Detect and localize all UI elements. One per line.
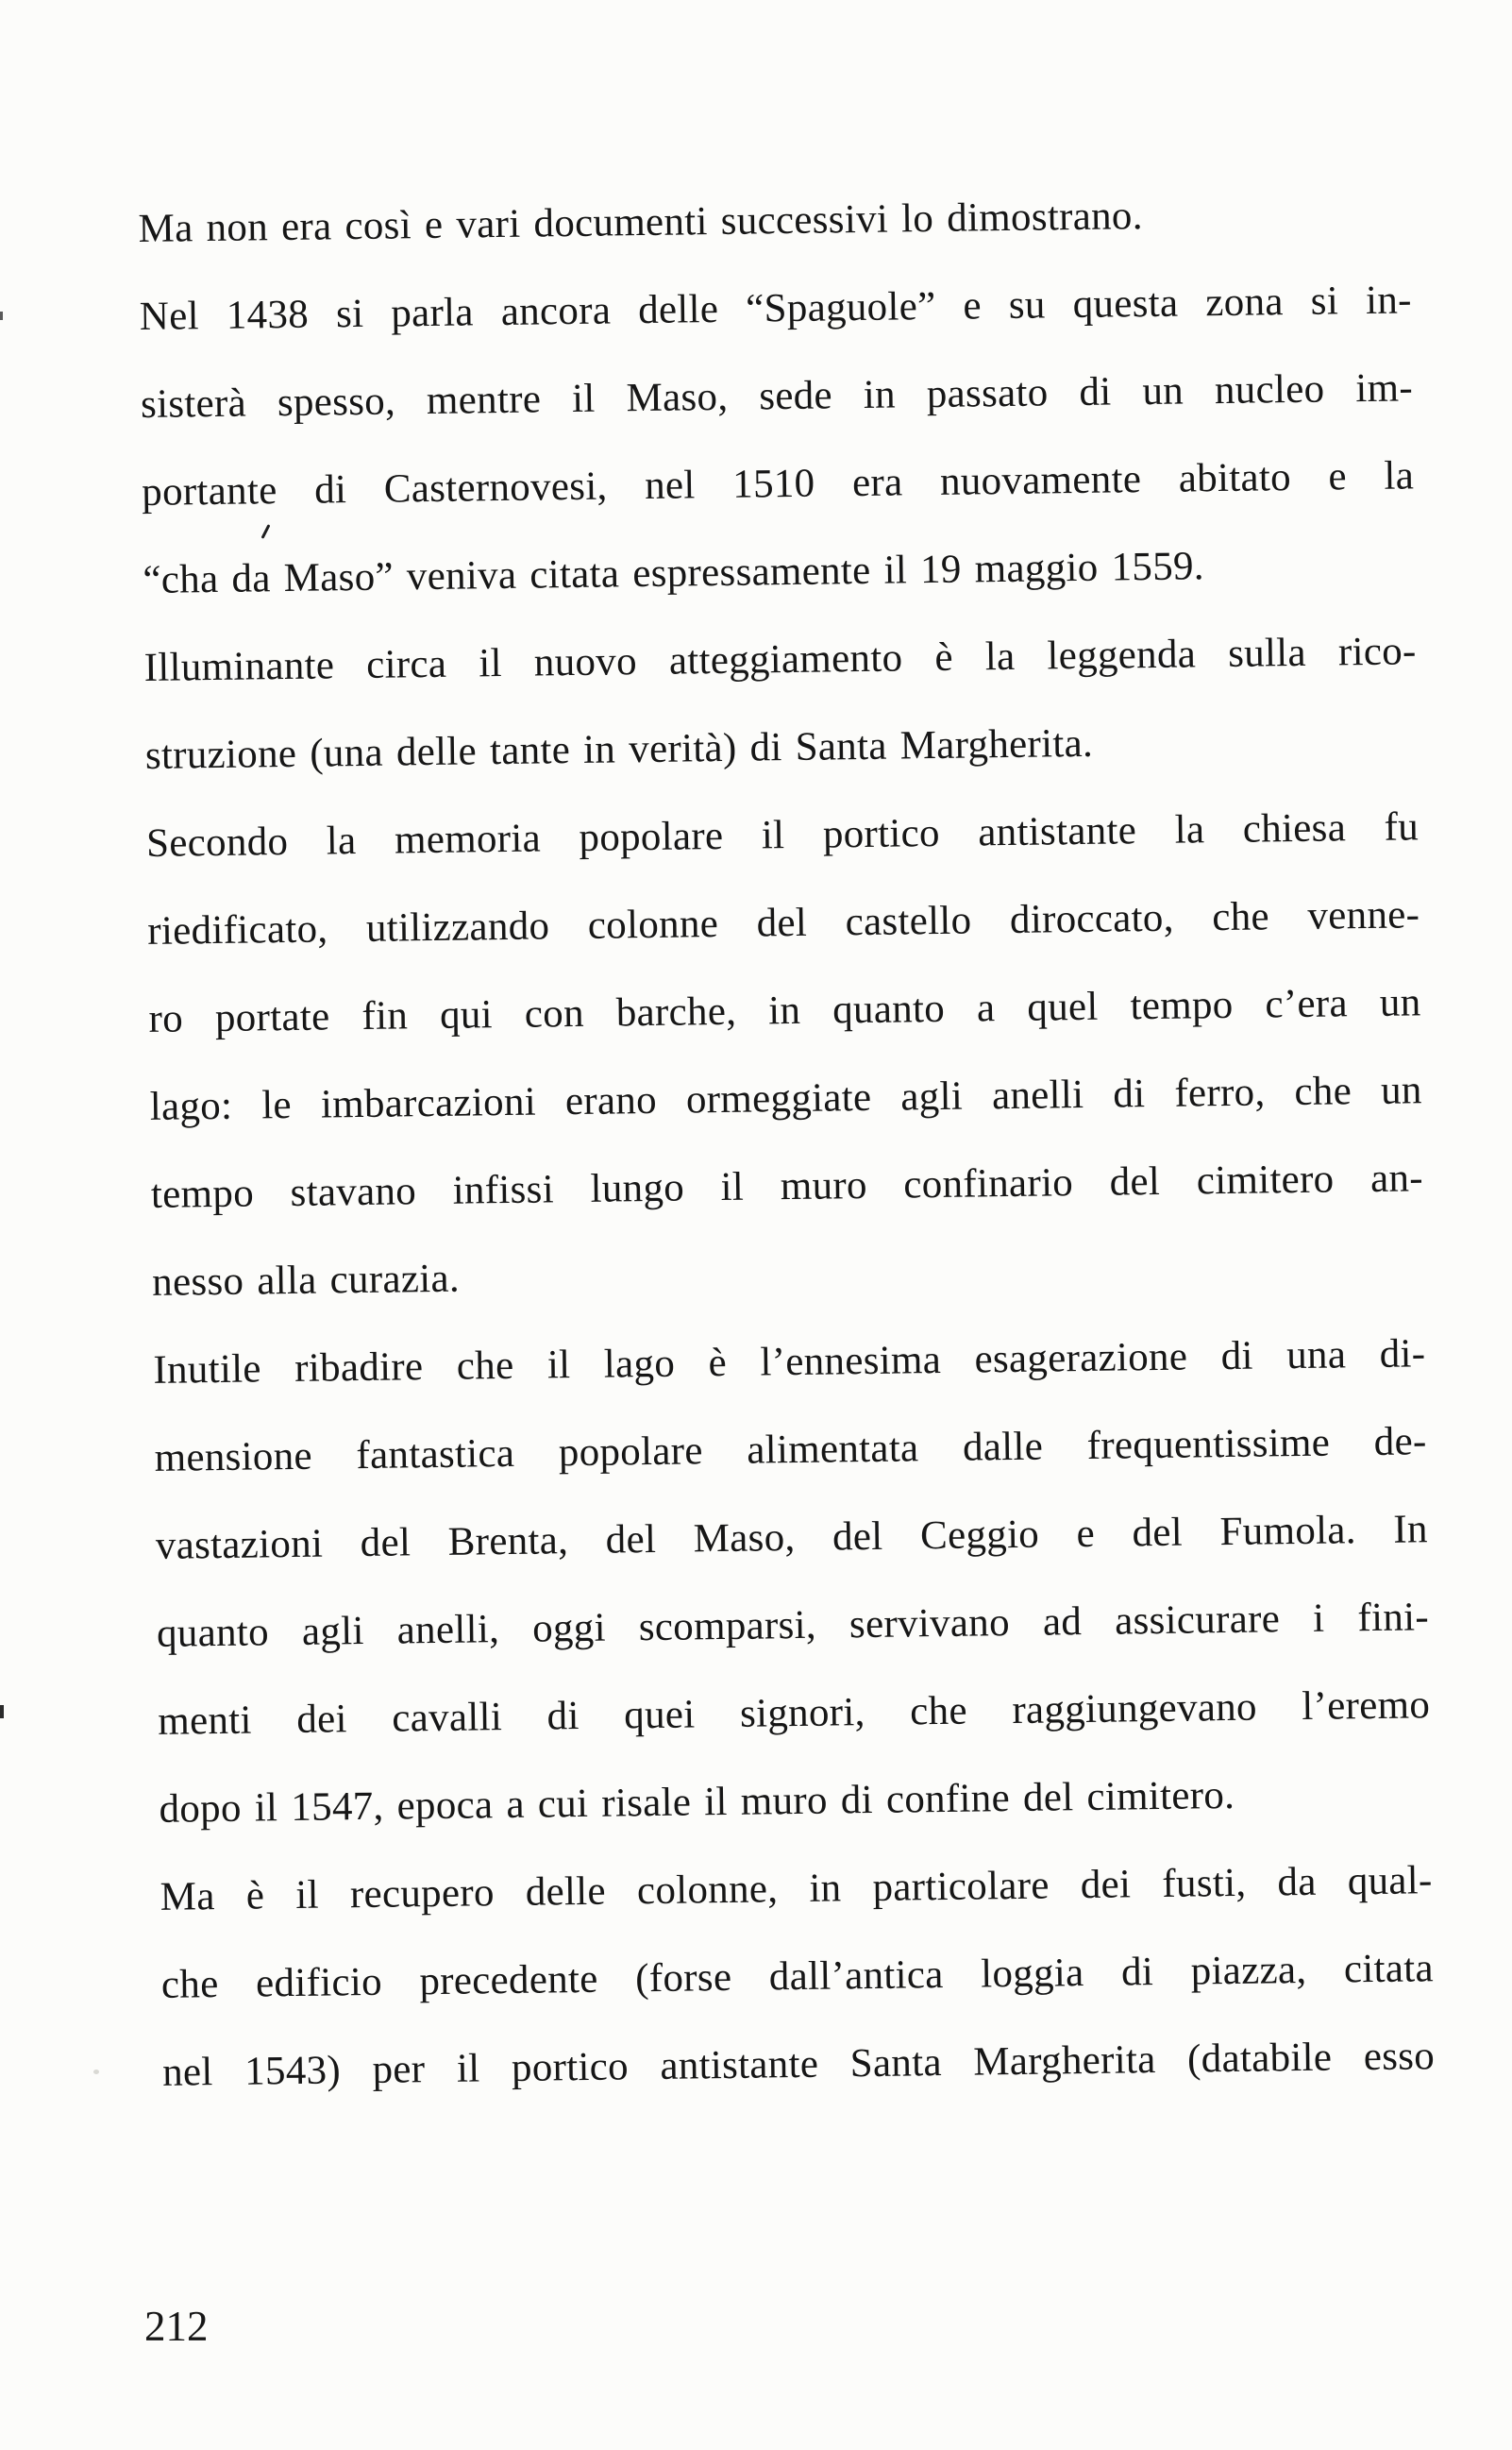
scan-artifact-edge-speck: [0, 1705, 4, 1718]
scan-artifact-faint-dot: [93, 2070, 99, 2074]
text-line: tempo stavano infissi lungo il muro confinario del cimitero an-: [150, 1156, 1424, 1217]
text-line: Ma è il recupero delle colonne, in particolare dei fusti, da qual-: [160, 1858, 1433, 1919]
paragraph: [146, 783, 1425, 1326]
text-line: Secondo la memoria popolare il portico antistante la chiesa fu: [145, 804, 1420, 866]
text-line: ro portate fin qui con barche, in quanto a quel tempo c’era un: [148, 980, 1421, 1041]
text-line: nel 1543) per il portico antistante Santa Margherita (databile esso: [161, 2034, 1436, 2095]
paragraph: [138, 168, 1411, 273]
text-line: Illuminante circa il nuovo atteggiamento è la leggenda sulla rico-: [143, 629, 1417, 690]
text-line: struzione (una delle tante in verità) di Santa Margherita.: [144, 720, 1094, 778]
text-line: Ma non era così e vari documenti successivi lo dimostrano.: [138, 194, 1144, 251]
text-line: quanto agli anelli, oggi scomparsi, servivano ad assicurare i fini-: [156, 1595, 1430, 1656]
text-line: lago: le imbarcazioni erano ormeggiate agli anelli di ferro, che un: [149, 1068, 1422, 1129]
text-line: Nel 1438 si parla ancora delle “Spaguole” e su questa zona si in-: [139, 278, 1413, 339]
text-line: “cha da Maso” veniva citata espressamente il 19 maggio 1559.: [143, 544, 1205, 602]
text-line: nesso alla curazia.: [151, 1256, 461, 1305]
text-line: menti dei cavalli di quei signori, che raggiungevano l’eremo: [157, 1682, 1431, 1744]
text-line: riedificato, utilizzando colonne del castello diroccato, che venne-: [147, 892, 1420, 954]
text-line: mensione fantastica popolare alimentata dalle frequentissime de-: [154, 1419, 1427, 1480]
scan-artifact-edge-speck: [0, 312, 3, 320]
body-text: [138, 168, 1436, 2116]
paragraph: [160, 1836, 1436, 2117]
paragraph: [139, 256, 1416, 624]
paragraph: [153, 1309, 1432, 1853]
text-line: Inutile ribadire che il lago è l’ennesima esagerazione di una di-: [153, 1331, 1426, 1393]
text-line: dopo il 1547, epoca a cui risale il muro di confine del cimitero.: [159, 1772, 1235, 1832]
page-number: 212: [144, 2303, 209, 2350]
text-line: vastazioni del Brenta, del Maso, del Ceggio e del Fumola. In: [155, 1507, 1429, 1568]
paragraph: [143, 607, 1418, 800]
text-line: che edificio precedente (forse dall’antica loggia di piazza, citata: [160, 1946, 1435, 2007]
text-line: sisterà spesso, mentre il Maso, sede in passato di un nucleo im-: [140, 365, 1414, 427]
text-line: portante di Casternovesi, nel 1510 era nuovamente abitato e la: [141, 453, 1415, 515]
